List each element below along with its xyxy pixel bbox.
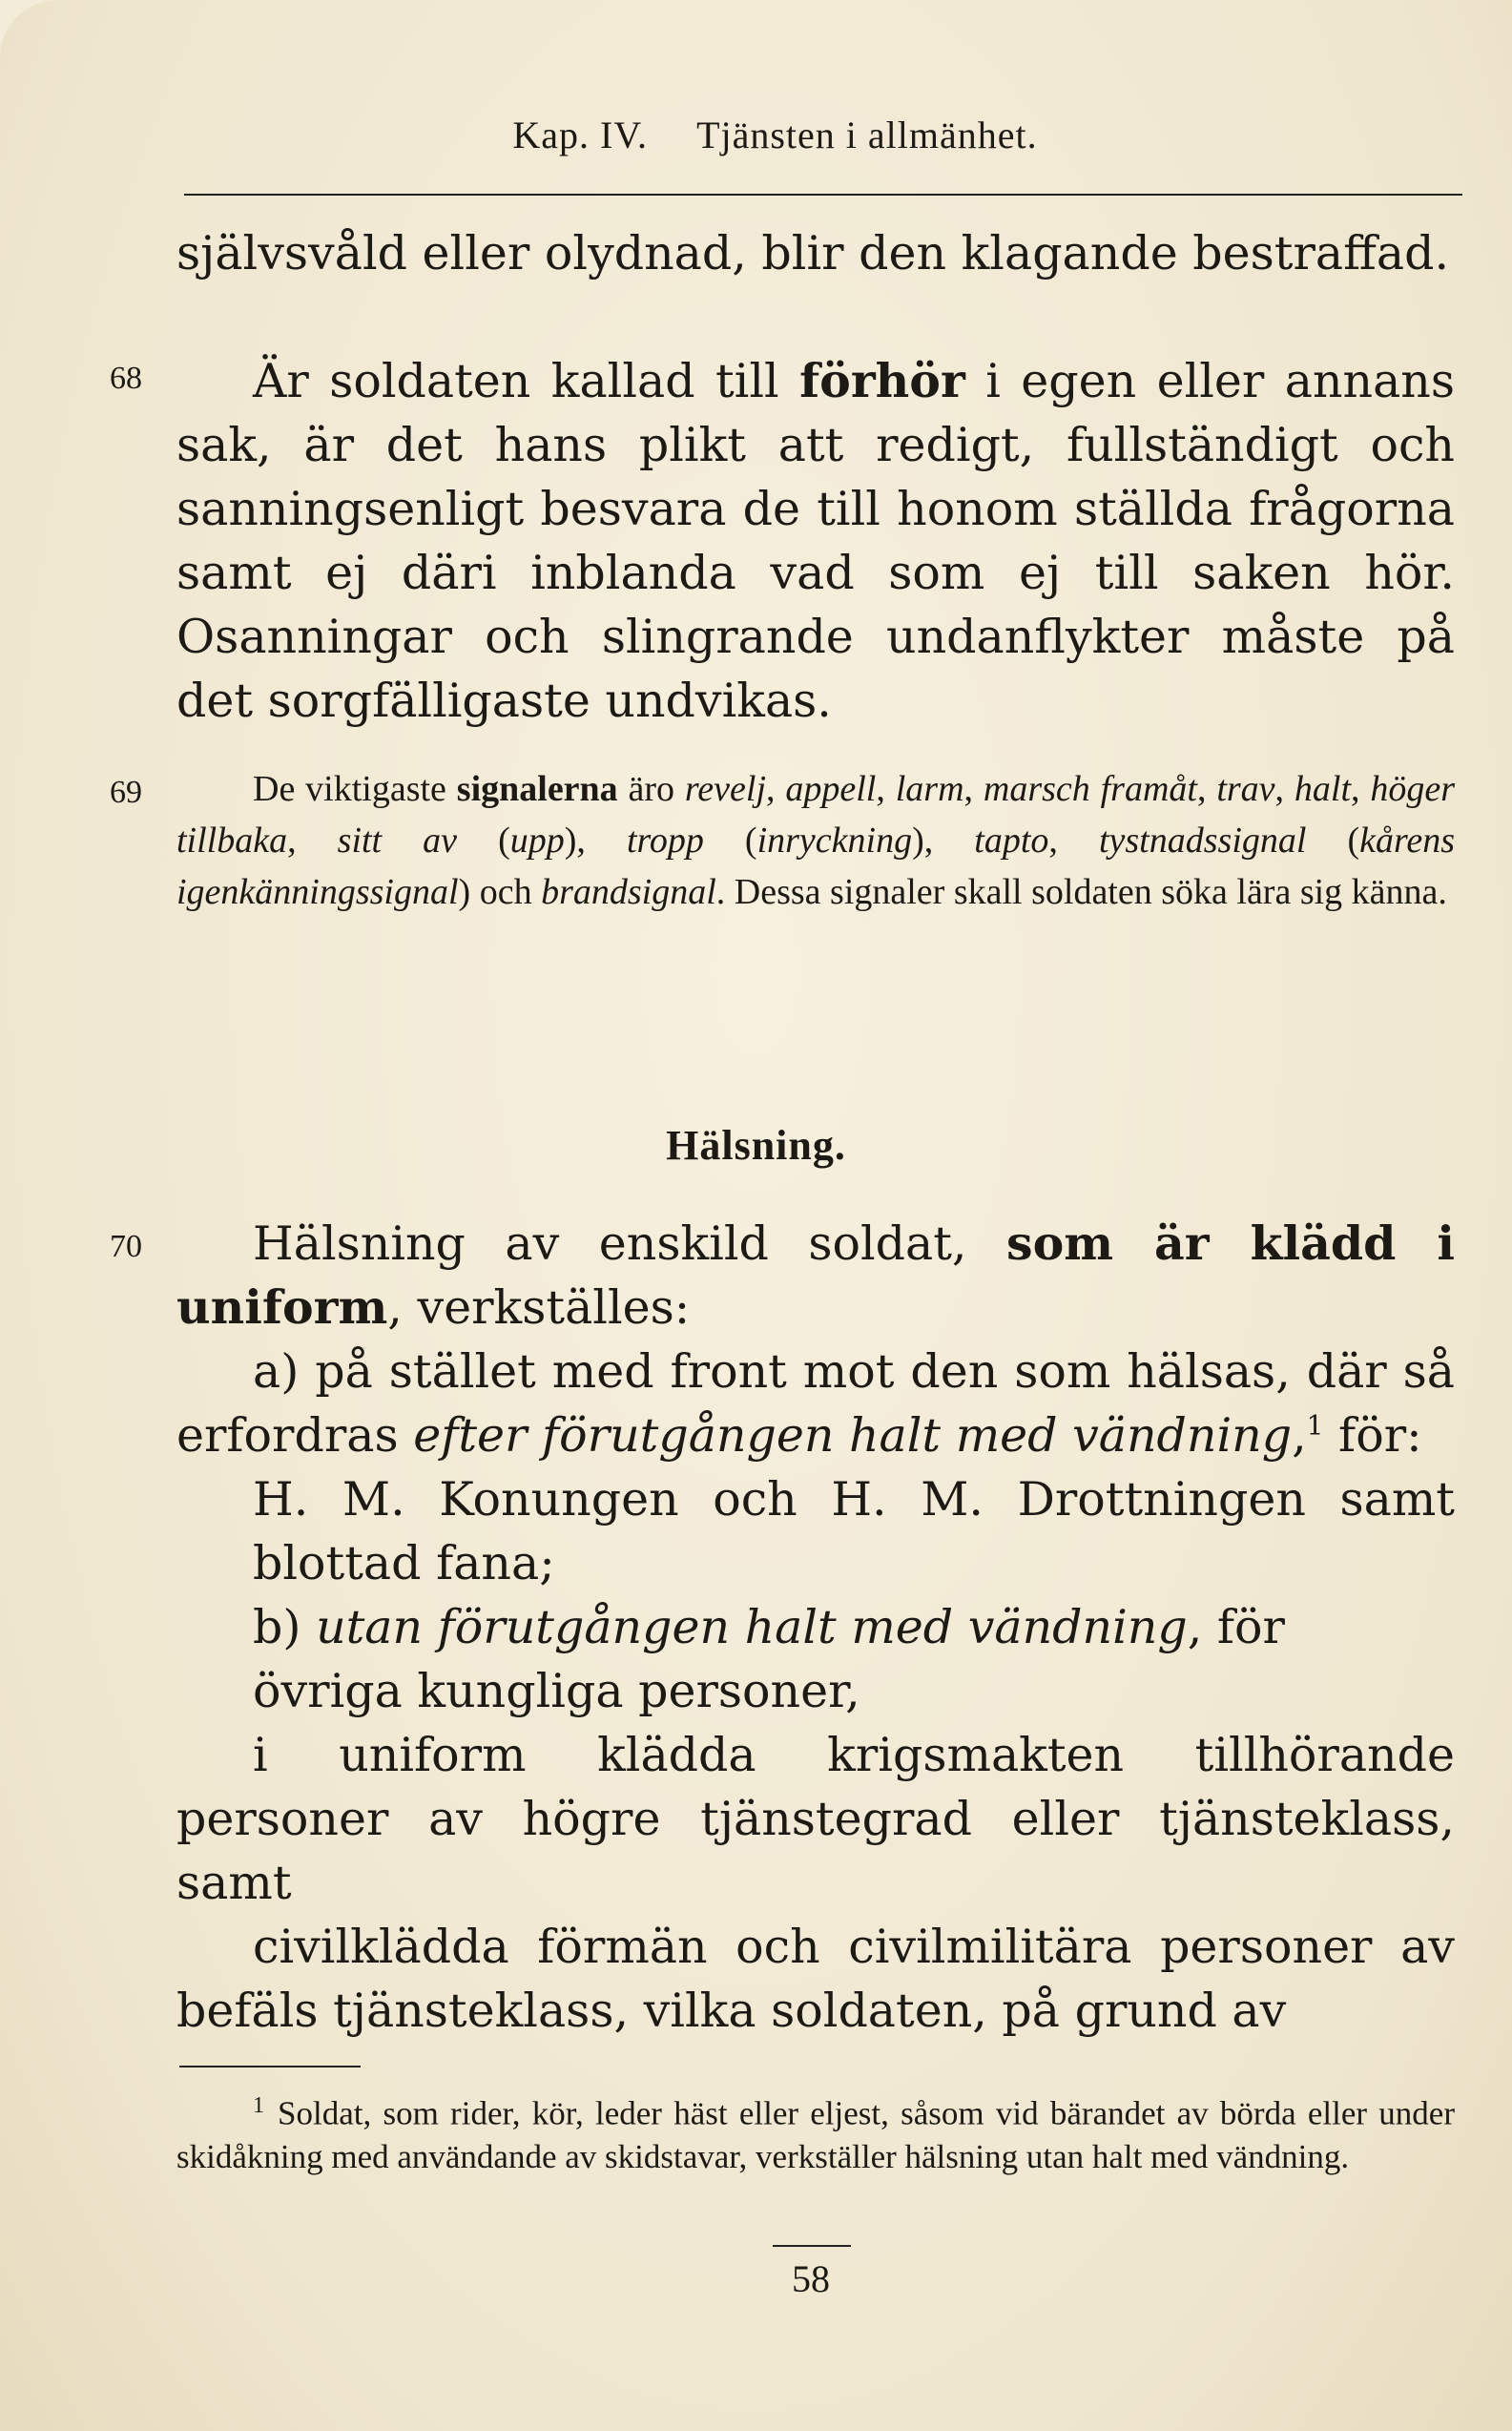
paragraph-70 (176, 1212, 1455, 2043)
para70-intro (176, 1212, 1455, 1340)
text-run: , (876, 769, 896, 809)
chapter-label: Kap. IV. (512, 114, 649, 156)
section-heading: Hälsning. (666, 1122, 846, 1169)
text-run: . Dessa signaler skall soldaten söka lära sig känna. (715, 872, 1447, 912)
italic-term: upp (509, 821, 565, 861)
para70-item-b (176, 1595, 1455, 1659)
text-run: , (1351, 769, 1371, 809)
italic-term: appell (785, 769, 877, 809)
text-run: De viktigaste (253, 769, 457, 809)
text-run: , (287, 821, 338, 861)
text-run: Hälsning av enskild soldat, (253, 1216, 1006, 1271)
text-run: äro (617, 769, 685, 809)
italic-term: brandsignal (541, 872, 716, 912)
footnote-mark: 1 (253, 2093, 264, 2118)
para70-item-b-line1: övriga kungliga personer, (253, 1664, 860, 1718)
text-run: , (1196, 769, 1217, 809)
chapter-title: Tjänsten i allmänhet. (696, 114, 1038, 156)
italic-term: tapto (974, 821, 1049, 861)
paragraph-68 (176, 349, 1455, 733)
paragraph-number-69: 69 (110, 775, 142, 810)
paragraph-text: självsvåld eller olydnad, blir den klagande bestraffad. (176, 226, 1450, 280)
text-run: ) och (458, 872, 542, 912)
para70-item-a-persons: H. M. Konungen och H. M. Drottningen samt blottad fana; (253, 1472, 1455, 1590)
footnote-rule (179, 2066, 361, 2067)
text-run: a) på stället med front mot den som hälsas, där så erfordras (176, 1344, 1455, 1463)
italic-term: sitt av (337, 821, 458, 861)
text-run: , (1048, 821, 1099, 861)
italic-term: marsch framåt (983, 769, 1197, 809)
text-run: ), (912, 821, 975, 861)
footnote-text: Soldat, som rider, kör, leder häst eller eljest, såsom vid bärandet av börda eller under skidåkning med användande av skidstavar, verkställer hälsning utan halt med vändning. (176, 2094, 1455, 2175)
italic-term: tropp (626, 821, 704, 861)
page-number: 58 (792, 2257, 830, 2300)
italic-term: kårens igenkänningssignal (176, 821, 1456, 912)
running-header (0, 113, 1512, 157)
text-run: ( (457, 821, 510, 861)
text-run: för: (1323, 1408, 1422, 1463)
para70-item-b-line2: i uniform klädda krigsmakten tillhörande personer av högre tjänstegrad eller tjänsteklass, samt (176, 1728, 1455, 1910)
text-run: b) (253, 1600, 317, 1654)
italic-term: höger tillbaka (176, 769, 1456, 861)
text-run: Är soldaten kallad till (253, 354, 800, 408)
text-run: , (766, 769, 786, 809)
text-run: , verkställes: (387, 1280, 691, 1335)
text-run: ), (564, 821, 627, 861)
header-rule (184, 194, 1462, 196)
paragraph-69 (176, 763, 1455, 918)
footnote (176, 2085, 1455, 2178)
italic-term: inryckning (756, 821, 913, 861)
italic-term: larm (895, 769, 964, 809)
bold-term: som är klädd i uniform (176, 1216, 1455, 1335)
paragraph-continuation (176, 221, 1455, 285)
paragraph-number-68: 68 (110, 361, 142, 396)
bold-term: signalerna (456, 769, 618, 809)
text-run: , för (1187, 1600, 1285, 1654)
text-run: , (963, 769, 984, 809)
italic-term: trav (1216, 769, 1275, 809)
text-run: i egen eller annans sak, är det hans plikt att redigt, fullständigt och sanningsenligt besvara de till honom ställda frågorna samt ej däri inblanda vad som ej till saken hör. Osanningar och slingrande undanflykter måste på det sorgfälligaste undvikas. (176, 354, 1455, 728)
bold-term: förhör (799, 353, 965, 408)
text-run: ( (703, 821, 757, 861)
italic-term: tystnadssignal (1098, 821, 1307, 861)
footnote-ref: 1 (1306, 1409, 1324, 1442)
italic-term: efter förutgången halt med vändning (413, 1408, 1293, 1463)
text-run: , (1274, 769, 1295, 809)
text-run: ( (1306, 821, 1360, 861)
italic-term: revelj (684, 769, 767, 809)
italic-term: utan förutgången halt med vändning (316, 1600, 1188, 1654)
page-number-rule (773, 2245, 851, 2247)
italic-term: halt (1294, 769, 1352, 809)
paragraph-number-70: 70 (110, 1229, 142, 1264)
para70-item-b-line3: civilklädda förmän och civilmilitära personer av befäls tjänsteklass, vilka soldaten, på grund av (176, 1920, 1455, 2038)
para70-item-a: a) på stället med front mot den som hälsas, där så erfordras efter förutgången halt med vändning,$^1$ för: (176, 1344, 1455, 1463)
